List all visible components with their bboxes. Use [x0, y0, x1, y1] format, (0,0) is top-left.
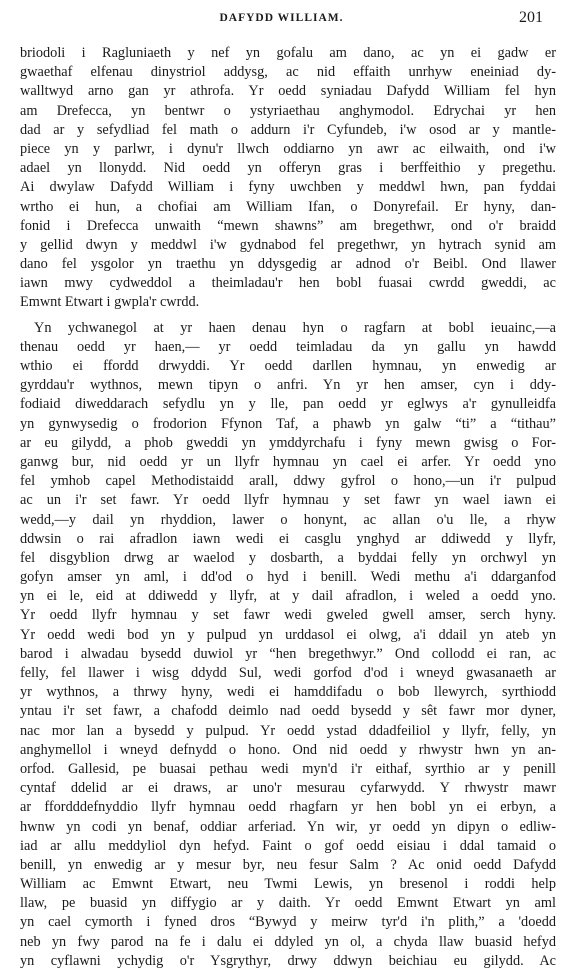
- text-line: neb yn fwy parod na fe i dalu ei ddyled yn ol, a chyda llaw buasid hefyd: [20, 933, 556, 950]
- page-header: [20, 9, 543, 29]
- text-line: wedd,—y dail yn rhyddion, lawer o honynt, ac allan o'u lle, a rhyw: [20, 511, 556, 528]
- text-line: barod i alwadau bysedd duwiol yr “hen bregethwyr.” Ond collodd ei ran, ac: [20, 645, 556, 662]
- paragraph-2: [20, 319, 556, 971]
- text-line: gwaethaf elfenau dinystriol addysg, ac nid effaith unrhyw eneiniad dy-: [20, 64, 556, 81]
- text-line: y gellid dwyn y meddwl i'w gydnabod fel pregethwr, yn hytrach synid am: [20, 236, 556, 253]
- text-line: fonid i Drefecca unwaith “mewn shawns” am bregethwr, ond o'r braidd: [20, 217, 556, 234]
- text-line: Emwnt Etwart i gwpla'r cwrdd.: [20, 294, 200, 311]
- text-line: Ai dwylaw Dafydd William i fyny uwchben y meddwl hwn, pan fyddai: [20, 179, 556, 196]
- text-line: piece yn y parlwr, i dynu'r llwch oddiarno yn awr ac eilwaith, ond i'w: [20, 140, 556, 157]
- text-line: William ac Emwnt Etwart, neu Twmi Lewis, yn bresenol i roddi help: [20, 876, 556, 893]
- text-line: yn gynwysedig o frodorion Ffynon Taf, a phawb yn galw “ti” a “tithau”: [20, 415, 556, 432]
- text-line: llaw, pe buasid yn diffygio ar y daith. Yr oedd Emwnt Etwart yn aml: [20, 895, 556, 912]
- text-line: dad ar y sefydliad fel math o addurn i'r Cyfundeb, i'w osod ar y mantle-: [20, 121, 556, 138]
- text-line: felly, fel llawer i wisg ddydd Sul, wedi gorfod d'od i wneyd gwasanaeth ar: [20, 665, 556, 681]
- text-line: benill, yn enwedig ar y mesur byr, neu fesur Salm ? Ac onid oedd Dafydd: [20, 856, 556, 873]
- text-line: yntau i'r set fawr, a chafodd deimlo nad oedd bysedd y sêt fawr mor dyner,: [20, 703, 556, 720]
- text-line: yn ei le, eid at ddiwedd y llyfr, at y dail afradlon, i weled a oedd yno.: [20, 588, 556, 605]
- text-line: briodoli i Ragluniaeth y nef yn gofalu am dano, ac yn ei gadw er: [20, 45, 556, 61]
- text-line: ganwg bur, nid oedd yr un llyfr hymnau yn cael ei arfer. Yr oedd yno: [20, 453, 556, 470]
- text-line: fel disgyblion drwg ar waelod y dosbarth, a byddai felly yn orchwyl yn: [20, 549, 556, 566]
- text-line: Yr oedd wedi bod yn y pulpud yn urddasol ei olwg, a'i ddail yn ateb yn: [20, 626, 556, 643]
- text-line: fodiaid diweddarach sefydlu yn y lle, pan oedd yr eglwys a'r gynulleidfa: [20, 396, 556, 413]
- text-line: yr wythnos, a thrwy hyny, wedi ei hamddifadu o bob llewyrch, syrthiodd: [20, 684, 556, 701]
- page-number: 201: [519, 9, 543, 26]
- text-line: wrtho ei hun, a chofiai am William Ifan, o Donyrefail. Er hyny, dan-: [20, 198, 556, 215]
- text-line: anghymellol i wneyd defnydd o hono. Ond nid oedd y rhwystr hwn yn an-: [20, 741, 556, 758]
- text-line: hwnw yn codi yn benaf, oddiar arferiad. Yn wir, yr oedd yn dipyn o edliw-: [20, 818, 556, 835]
- body-text: [20, 44, 556, 971]
- text-line: nac mor lan a bysedd y pulpud. Yr oedd ystad ddadfeiliol y llyfr, felly, yn: [20, 722, 556, 739]
- running-head: DAFYDD WILLIAM.: [219, 12, 344, 24]
- text-line: dano fel ysgolor yn traethu yn ddysgedig ar adnod o'r Beibl. Ond llawer: [20, 256, 556, 273]
- text-line: walltwyd arno gan yr athrofa. Yr oedd syniadau Dafydd William fel hyn: [20, 83, 556, 100]
- text-line: iad ar allu meddyliol dyn hefyd. Faint o gof oedd eisiau i ddal tamaid o: [20, 837, 556, 854]
- text-line: gyrddau'r wythnos, mewn tipyn o anfri. Yn yr hen amser, cyn i ddy-: [20, 377, 556, 394]
- paragraph-1: [20, 44, 556, 313]
- text-line: Yr oedd llyfr hymnau y set fawr wedi gweled gwell amser, serch hyny.: [20, 607, 556, 624]
- text-line: ddwsin o rai afradlon iawn wedi ei casglu ynghyd ar ddiwedd y llyfr,: [20, 530, 556, 547]
- text-line: fel ymhob capel Methodistaidd arall, ddwy gyfrol o hono,—un i'r pulpud: [20, 473, 556, 490]
- text-line: ar ffordddefnyddio llyfr hymnau oedd rhagfarn yr hen bobl yn ei erbyn, a: [20, 799, 556, 816]
- text-line: cyntaf ddelid ar ei draws, ar uno'r mesurau cyfarwydd. Y rhwystr mawr: [20, 780, 556, 797]
- text-line: thenau oedd yr haen,— yr oedd teimladau da yn gallu yn hawdd: [20, 338, 556, 355]
- text-line: am Drefecca, yn bentwr o ystyriaethau anghymodol. Edrychai yr hen: [20, 102, 556, 119]
- text-line: ac un i'r set fawr. Yr oedd llyfr hymnau y set fawr yn wael iawn ei: [20, 492, 556, 509]
- text-line: ar eu gilydd, a phob gweddi yn ymddyrchafu i fyny mewn gwisg o For-: [20, 434, 556, 451]
- text-line: yn cyflawni ychydig o'r Ysgrythyr, drwy ddwyn beichiau eu gilydd. Ac: [20, 952, 556, 969]
- text-line: adael yn llonydd. Nid oedd yn offeryn gras i berffeithio y pregethu.: [20, 160, 556, 177]
- text-line: Yn ychwanegol at yr haen denau hyn o ragfarn at bobl ieuainc,—a: [34, 319, 556, 336]
- text-line: wthio ei ffordd drwyddi. Yr oedd darllen hymnau, yn enwedig ar: [20, 358, 556, 374]
- text-line: iawn mwy cydweddol a theimladau'r hen bobl fuasai cwrdd gweddi, ac: [20, 275, 556, 292]
- text-line: gofyn amser yn aml, i dd'od o hyd i benill. Wedi methu a'i ddarganfod: [20, 569, 556, 586]
- text-line: orfod. Gallesid, pe buasai pethau wedi myn'd i'r eithaf, syrthio ar y penill: [20, 760, 556, 777]
- text-line: yn cael cymorth i fyned dros “Bywyd y meirw tyr'd i'n plith,” a 'doedd: [20, 914, 556, 931]
